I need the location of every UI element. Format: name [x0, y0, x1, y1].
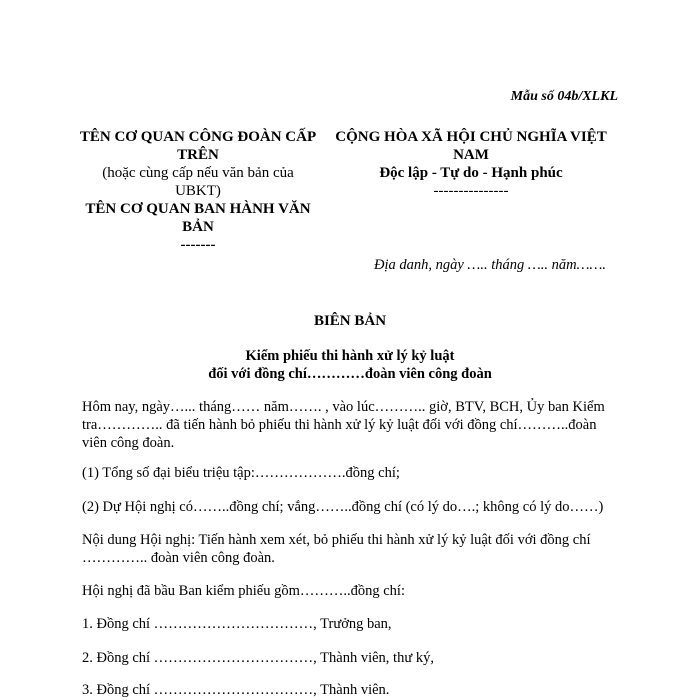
issuing-agency-name: TÊN CƠ QUAN BAN HÀNH VĂN BẢN	[85, 201, 311, 235]
national-motto: Độc lập - Tự do - Hạnh phúc	[379, 165, 563, 181]
superior-union-agency-name: TÊN CƠ QUAN CÔNG ĐOÀN CẤP TRÊN	[79, 129, 317, 163]
paragraph-total-delegates: (1) Tổng số đại biểu triệu tập:……………….đồng chí;	[82, 465, 400, 481]
agency-note: (hoặc cùng cấp nếu văn bản của UBKT)	[102, 165, 294, 199]
issuing-agency-header	[78, 128, 318, 254]
subtitle-line-2: đối với đồng chí…………đoàn viên công đoàn	[208, 366, 492, 382]
form-code: Mẫu số 04b/XLKL	[510, 89, 618, 104]
paragraph-meeting-info: Hôm nay, ngày…... tháng…… năm……. , vào lúc……….. giờ, BTV, BCH, Ủy ban Kiểm tra………….. đã tiến hành bỏ phiếu thi hành xử lý kỷ luật đối với đồng chí………..đoàn viên công đoàn.	[82, 399, 605, 451]
paragraph-meeting-content: Nội dung Hội nghị: Tiến hành xem xét, bỏ phiếu thi hành xử lý kỷ luật đối với đồng chí ………….. đoàn viên công đoàn.	[82, 532, 591, 566]
document-subtitle	[0, 347, 700, 383]
place-date-line: Địa danh, ngày ….. tháng ….. năm…….	[374, 257, 607, 273]
left-header-divider: -------	[180, 237, 216, 253]
national-motto-header	[326, 128, 616, 200]
board-member-1: 1. Đồng chí ……………………………, Trưởng ban,	[82, 616, 392, 632]
board-member-2: 2. Đồng chí ……………………………, Thành viên, thư ký,	[82, 650, 434, 666]
right-header-divider: ---------------	[433, 183, 509, 199]
board-member-3: 3. Đồng chí ……………………………, Thành viên.	[82, 682, 390, 698]
country-name: CỘNG HÒA XÃ HỘI CHỦ NGHĨA VIỆT NAM	[335, 129, 607, 163]
subtitle-line-1: Kiểm phiếu thi hành xử lý kỷ luật	[245, 348, 455, 364]
paragraph-attendance: (2) Dự Hội nghị có……..đồng chí; vắng……..đồng chí (có lý do….; không có lý do……)	[82, 499, 604, 515]
document-title: BIÊN BẢN	[313, 313, 387, 329]
paragraph-vote-counting-board: Hội nghị đã bầu Ban kiểm phiếu gồm………..đồng chí:	[82, 583, 405, 599]
